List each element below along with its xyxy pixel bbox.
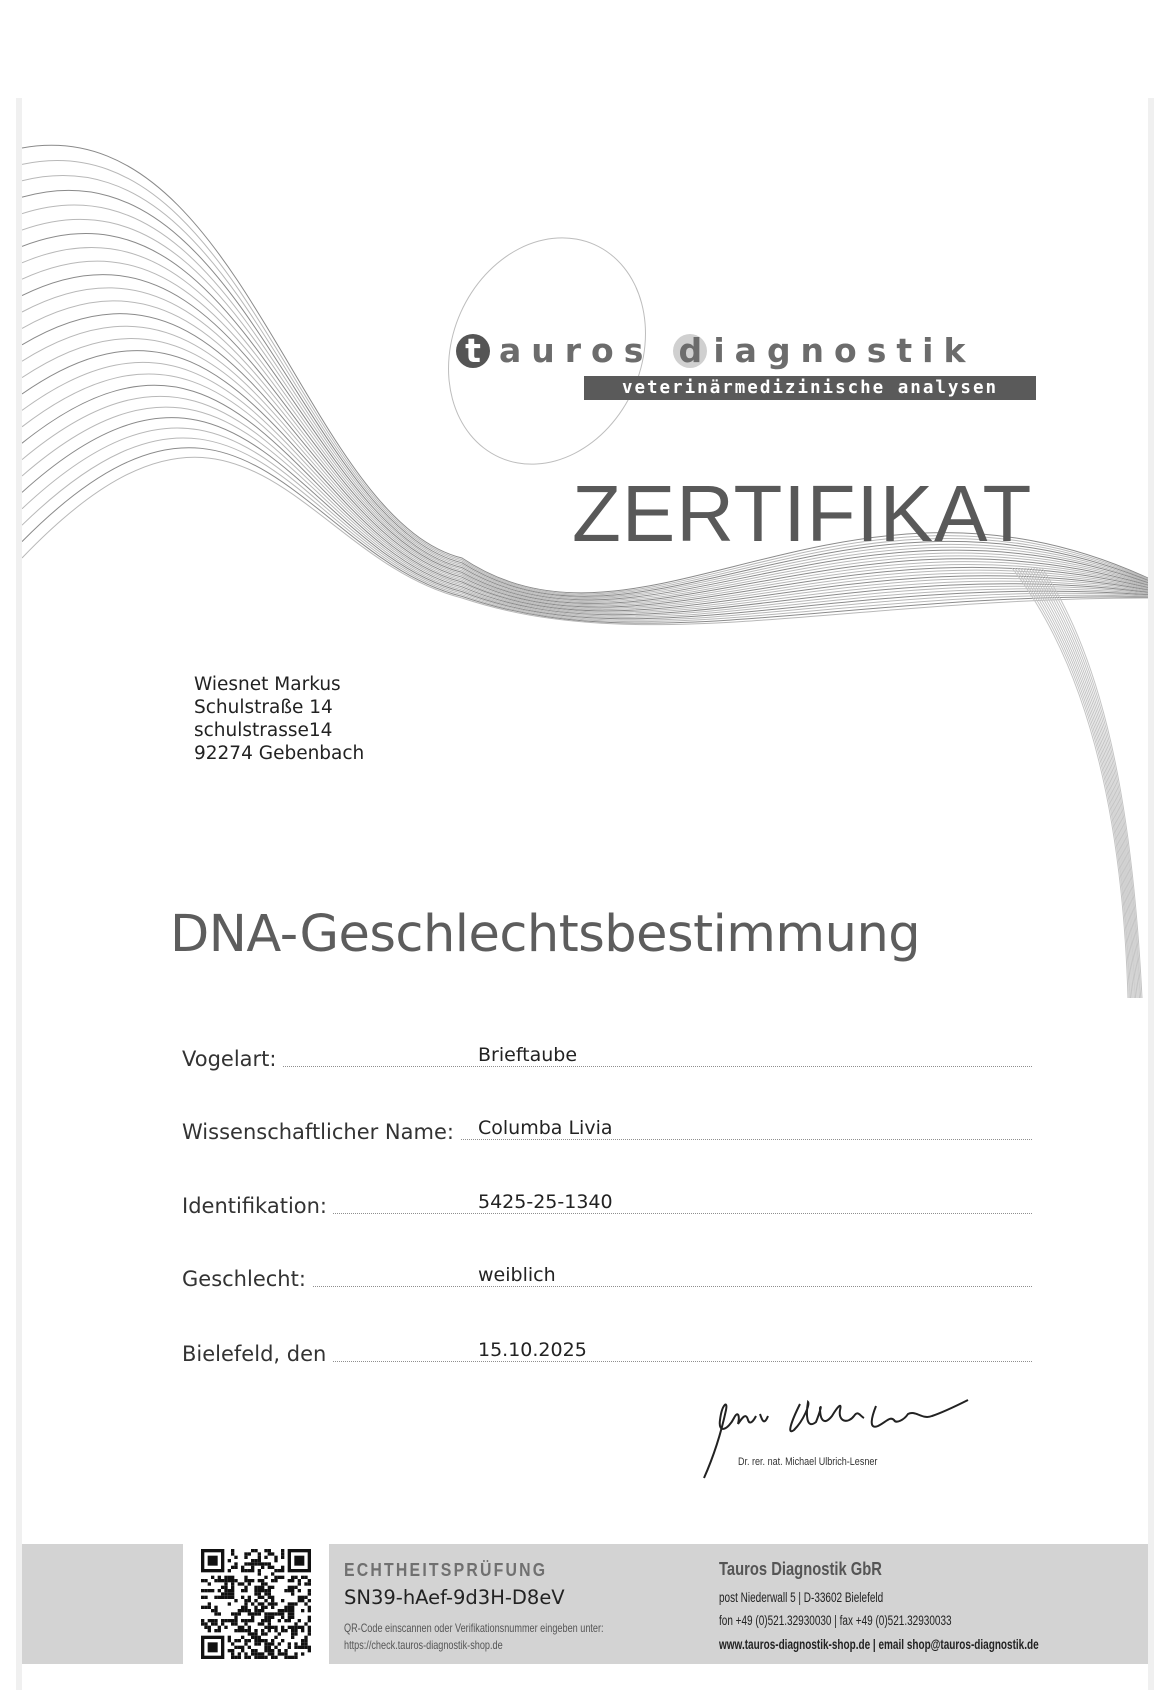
handwritten-signature — [682, 1390, 1002, 1490]
logo-wordmark — [456, 331, 975, 370]
recipient-name: Wiesnet Markus — [194, 674, 341, 695]
logo-t-circle: t — [456, 334, 490, 368]
verification-code: SN39-hAef-9d3H-D8eV — [344, 1586, 565, 1609]
verification-block — [329, 1544, 719, 1664]
certificate-page — [22, 98, 1148, 1690]
qr-code-icon[interactable] — [201, 1549, 311, 1659]
field-scientific-name — [182, 1106, 1032, 1146]
company-name: Tauros Diagnostik GbR — [719, 1559, 882, 1579]
verification-title: ECHTHEITSPRÜFUNG — [344, 1560, 548, 1580]
test-heading: DNA-Geschlechtsbestimmung — [170, 905, 921, 964]
field-vogelart — [182, 1033, 1032, 1073]
dotted-line — [182, 1066, 1032, 1067]
footer-bar — [22, 1544, 1148, 1664]
company-web-email: www.tauros-diagnostik-shop.de | email shop@tauros-diagnostik.de — [719, 1637, 1039, 1652]
logo-tagline: veterinärmedizinische analysen — [584, 376, 1036, 400]
logo-brand-first-rest: auros — [499, 331, 654, 370]
field-label: Wissenschaftlicher Name: — [182, 1120, 460, 1144]
field-identification — [182, 1180, 1032, 1220]
logo-d-circle: d — [673, 334, 707, 368]
field-value: weiblich — [478, 1264, 556, 1286]
field-value: 5425-25-1340 — [478, 1191, 613, 1213]
field-label: Identifikation: — [182, 1194, 333, 1218]
recipient-street-alt: schulstrasse14 — [194, 720, 333, 741]
company-block — [719, 1544, 1148, 1664]
field-label: Vogelart: — [182, 1047, 282, 1071]
recipient-street: Schulstraße 14 — [194, 697, 333, 718]
signatory-name: Dr. rer. nat. Michael Ulbrich-Lesner — [738, 1456, 878, 1468]
field-place-date — [182, 1328, 1032, 1368]
wave-tail-line — [1034, 568, 1138, 998]
field-label: Bielefeld, den — [182, 1342, 332, 1366]
wave-tail-line — [1031, 568, 1137, 998]
logo-brand-second-rest: iagnostik — [713, 331, 976, 370]
verification-hint — [344, 1620, 663, 1654]
certificate-title: ZERTIFIKAT — [572, 469, 1033, 558]
verification-hint-line: QR-Code einscannen oder Verifikationsnummer eingeben unter: — [344, 1621, 604, 1635]
field-label: Geschlecht: — [182, 1267, 312, 1291]
tauros-logo — [432, 228, 1062, 408]
verification-url: https://check.tauros-diagnostik-shop.de — [344, 1638, 503, 1652]
wave-tail-line — [1037, 568, 1140, 998]
company-address: post Niederwall 5 | D-33602 Bielefeld — [719, 1590, 884, 1605]
field-value: 15.10.2025 — [478, 1339, 587, 1361]
recipient-city: 92274 Gebenbach — [194, 743, 365, 764]
company-phone: fon +49 (0)521.32930030 | fax +49 (0)521.32930033 — [719, 1613, 952, 1628]
qr-code-box — [183, 1544, 329, 1664]
recipient-address — [194, 673, 364, 765]
field-value: Columba Livia — [478, 1117, 613, 1139]
field-value: Brieftaube — [478, 1044, 578, 1066]
field-sex — [182, 1253, 1032, 1293]
